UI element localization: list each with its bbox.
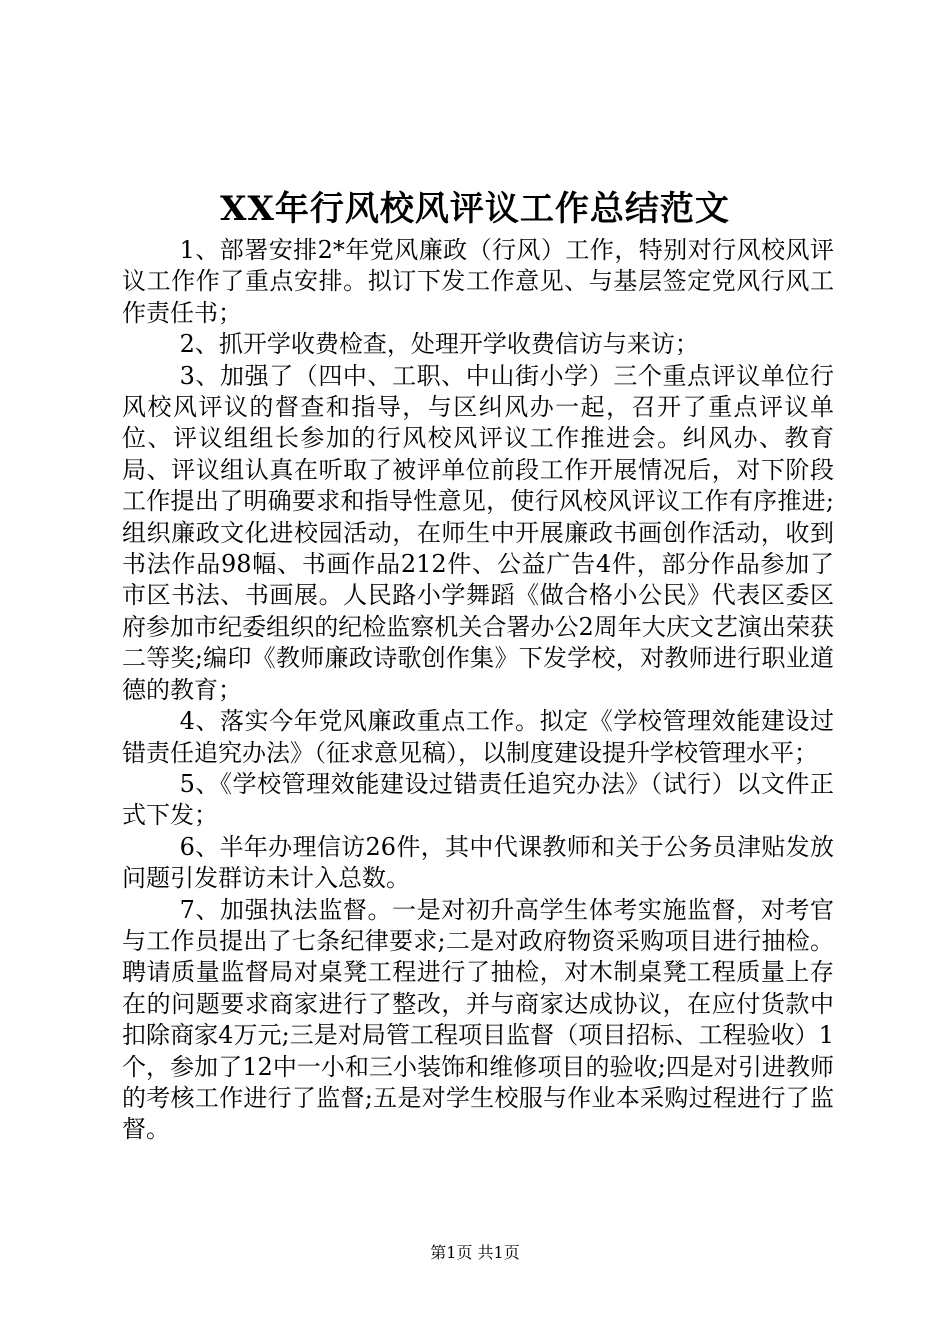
- paragraph-6: 6、半年办理信访26件，其中代课教师和关于公务员津贴发放问题引发群访未计入总数。: [122, 832, 834, 893]
- page-footer: 第1页 共1页: [430, 1243, 520, 1262]
- paragraph-7: 7、加强执法监督。一是对初升高学生体考实施监督，对考官与工作员提出了七条纪律要求;二是对政府物资采购项目进行抽检。聘请质量监督局对桌凳工程进行了抽检，对木制桌凳工程质量上存在的问题要求商家进行了整改，并与商家达成协议，在应付货款中扣除商家4万元;三是对局管工程项目监督（项目招标、工程验收）1个，参加了12中一小和三小装饰和维修项目的验收;四是对引进教师的考核工作进行了监督;五是对学生校服与作业本采购过程进行了监督。: [122, 895, 834, 1144]
- document-body: [122, 235, 834, 1146]
- paragraph-3: 3、加强了（四中、工职、中山街小学）三个重点评议单位行风校风评议的督查和指导，与区纠风办一起，召开了重点评议单位、评议组组长参加的行风校风评议工作推进会。纠风办、教育局、评议组认真在听取了被评单位前段工作开展情况后，对下阶段工作提出了明确要求和指导性意见，使行风校风评议工作有序推进;组织廉政文化进校园活动，在师生中开展廉政书画创作活动，收到书法作品98幅、书画作品212件、公益广告4件，部分作品参加了市区书法、书画展。人民路小学舞蹈《做合格小公民》代表区委区府参加市纪委组织的纪检监察机关合署办公2周年大庆文艺演出荣获二等奖;编印《教师廉政诗歌创作集》下发学校，对教师进行职业道德的教育；: [122, 361, 834, 704]
- document-title: XX年行风校风评议工作总结范文: [220, 189, 730, 229]
- paragraph-2: 2、抓开学收费检查，处理开学收费信访与来访；: [179, 330, 699, 359]
- paragraph-5: 5、《学校管理效能建设过错责任追究办法》（试行）以文件正式下发；: [122, 769, 834, 830]
- paragraph-4: 4、落实今年党风廉政重点工作。拟定《学校管理效能建设过错责任追究办法》（征求意见稿），以制度建设提升学校管理水平；: [122, 707, 834, 767]
- paragraph-1: 1、部署安排2*年党风廉政（行风）工作，特别对行风校风评议工作作了重点安排。拟订下发工作意见、与基层签定党风行风工作责任书；: [122, 236, 834, 327]
